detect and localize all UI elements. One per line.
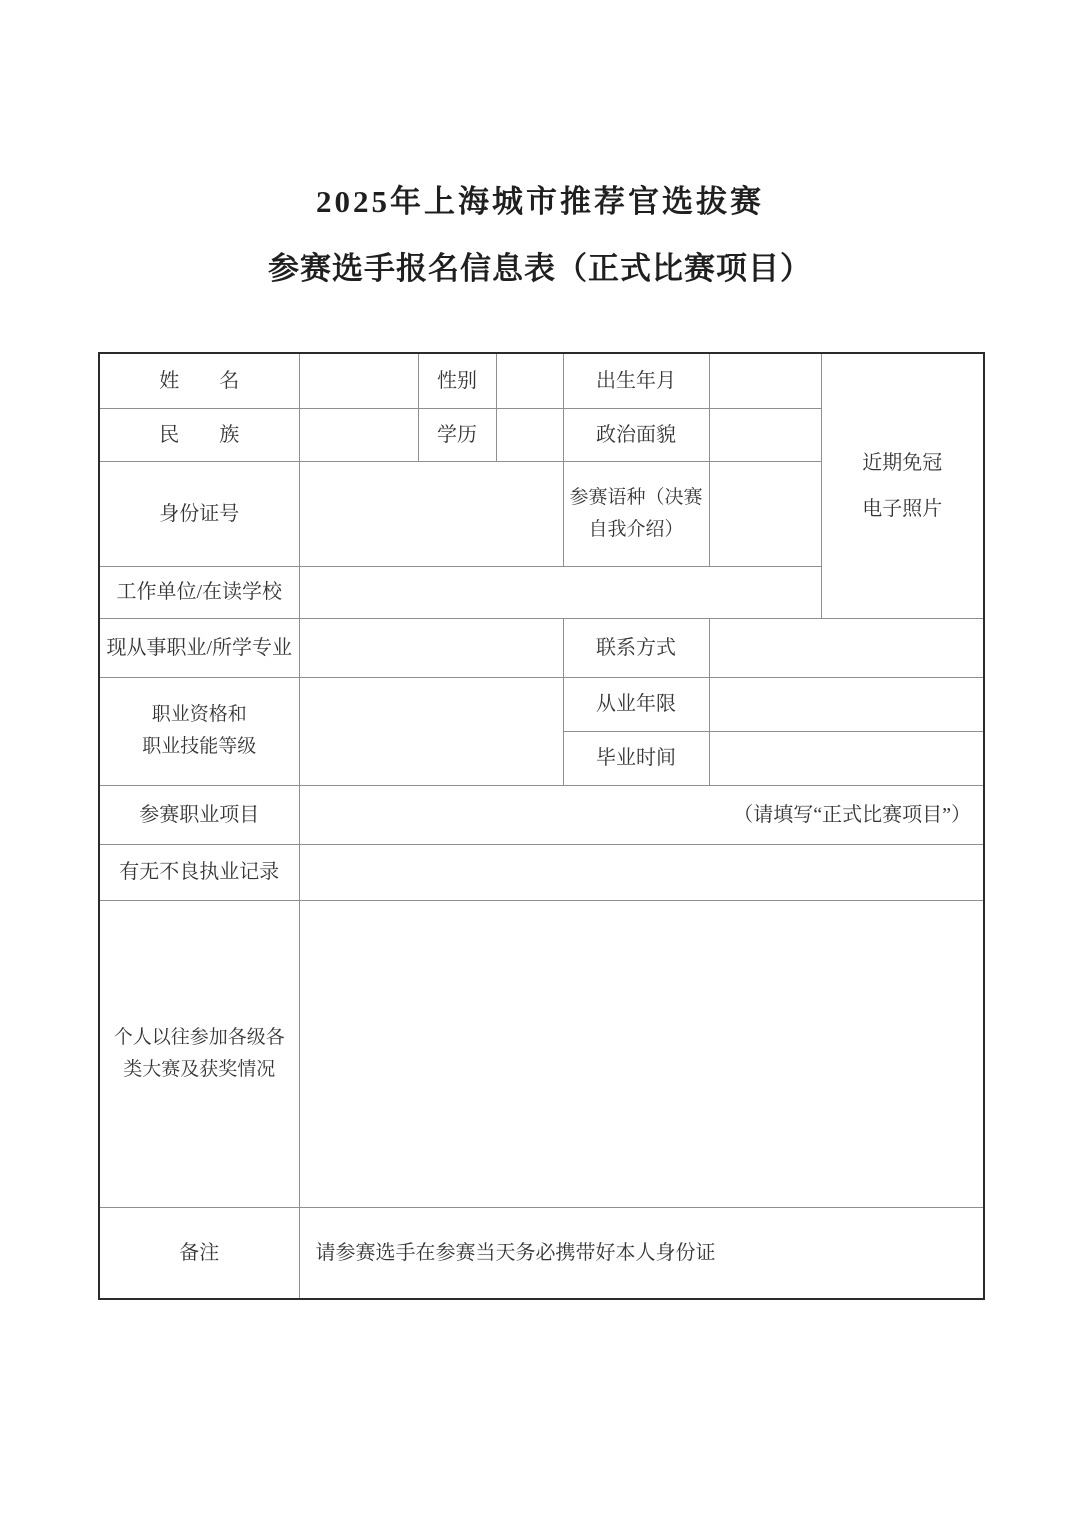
work-unit-value-cell [299, 566, 821, 618]
id-number-label: 身份证号 [99, 461, 299, 566]
document-title-line2: 参赛选手报名信息表（正式比赛项目） [268, 251, 812, 286]
past-awards-label-line2: 类大赛及获奖情况 [123, 1058, 276, 1080]
competition-language-label-line1: 参赛语种（决赛 [569, 486, 703, 508]
current-occupation-value-cell [299, 618, 563, 677]
past-awards-label-line1: 个人以往参加各级各 [113, 1026, 285, 1048]
gender-value-cell [496, 353, 563, 408]
education-label: 学历 [418, 408, 496, 461]
name-value-cell [299, 353, 418, 408]
registration-form-table [98, 352, 985, 1300]
birth-date-label: 出生年月 [563, 353, 709, 408]
political-status-label: 政治面貌 [563, 408, 709, 461]
qualification-value-cell [299, 677, 563, 785]
ethnicity-label: 民 族 [99, 408, 299, 461]
row-competition-project [99, 785, 984, 844]
bad-practice-record-label: 有无不良执业记录 [99, 844, 299, 900]
bad-practice-record-value-cell [299, 844, 984, 900]
photo-note-line1: 近期免冠 [862, 451, 943, 474]
ethnicity-value-cell [299, 408, 418, 461]
political-status-value-cell [709, 408, 821, 461]
past-awards-label [99, 900, 299, 1207]
remarks-label: 备注 [99, 1207, 299, 1299]
row-past-awards [99, 900, 984, 1207]
gender-label: 性别 [418, 353, 496, 408]
contact-value-cell [709, 618, 984, 677]
birth-date-value-cell [709, 353, 821, 408]
current-occupation-label: 现从事职业/所学专业 [99, 618, 299, 677]
competition-project-label: 参赛职业项目 [99, 785, 299, 844]
graduation-time-label: 毕业时间 [563, 731, 709, 785]
years-of-experience-value-cell [709, 677, 984, 731]
row-qualification-years [99, 677, 984, 731]
work-unit-label: 工作单位/在读学校 [99, 566, 299, 618]
row-remarks [99, 1207, 984, 1299]
competition-language-label [563, 461, 709, 566]
competition-language-value-cell [709, 461, 821, 566]
qualification-label [99, 677, 299, 785]
qualification-label-line2: 职业技能等级 [142, 736, 257, 757]
qualification-label-line1: 职业资格和 [151, 704, 247, 725]
graduation-time-value-cell [709, 731, 984, 785]
document-title-line1: 2025年上海城市推荐官选拔赛 [316, 184, 764, 219]
contact-label: 联系方式 [563, 618, 709, 677]
row-name-gender-birth [99, 353, 984, 408]
competition-project-value-cell: （请填写“正式比赛项目”） [299, 785, 984, 844]
competition-language-label-line2: 自我介绍） [588, 518, 684, 540]
remarks-value-cell: 请参赛选手在参赛当天务必携带好本人身份证 [299, 1207, 984, 1299]
photo-box [821, 353, 984, 618]
years-of-experience-label: 从业年限 [563, 677, 709, 731]
photo-note-line2: 电子照片 [862, 497, 943, 520]
id-number-value-cell [299, 461, 563, 566]
education-value-cell [496, 408, 563, 461]
past-awards-value-cell [299, 900, 984, 1207]
name-label: 姓 名 [99, 353, 299, 408]
row-occupation-contact [99, 618, 984, 677]
row-bad-practice-record [99, 844, 984, 900]
